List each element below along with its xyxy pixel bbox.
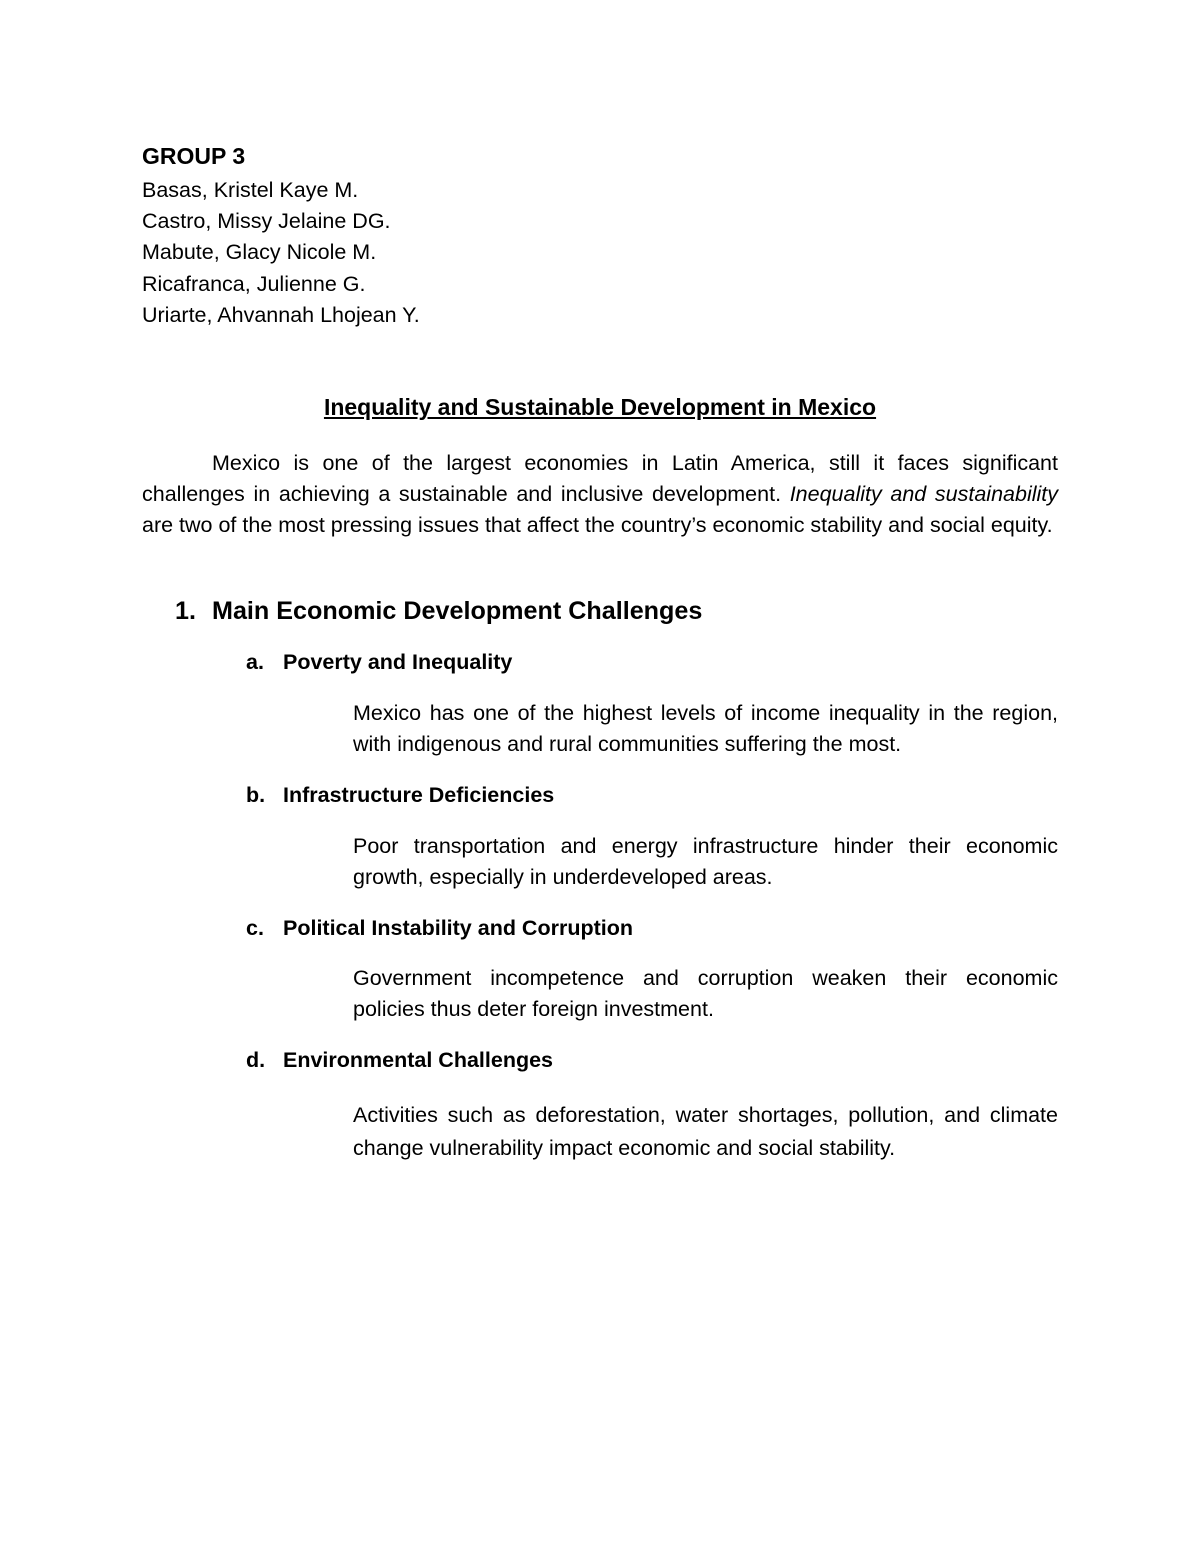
subsection-body-environmental: Activities such as deforestation, water shortages, pollution, and climate change vulnerability impact economic and social stability. bbox=[353, 1103, 1058, 1160]
subsection-title: Political Instability and Corruption bbox=[283, 916, 633, 940]
intro-paragraph bbox=[142, 448, 1058, 542]
member-name: Uriarte, Ahvannah Lhojean Y. bbox=[142, 302, 420, 327]
section-title: Main Economic Development Challenges bbox=[212, 597, 703, 625]
member-list bbox=[142, 175, 420, 331]
subsection-heading-infrastructure bbox=[246, 780, 554, 811]
subsection-heading-environmental bbox=[246, 1045, 553, 1076]
subsection-letter: b. bbox=[246, 783, 266, 807]
intro-text-part2: are two of the most pressing issues that affect the country’s economic stability and social equity. bbox=[142, 513, 1053, 538]
subsection-letter: a. bbox=[246, 650, 264, 674]
subsection-body-poverty: Mexico has one of the highest levels of income inequality in the region, with indigenous and rural communities suffering the most. bbox=[353, 701, 1058, 757]
subsection-heading-poverty bbox=[246, 647, 512, 678]
member-name: Castro, Missy Jelaine DG. bbox=[142, 209, 391, 234]
intro-emphasis: Inequality and sustainability bbox=[789, 482, 1058, 507]
subsection-letter: d. bbox=[246, 1048, 266, 1072]
subsection-body-infrastructure: Poor transportation and energy infrastructure hinder their economic growth, especially in underdeveloped areas. bbox=[353, 834, 1058, 890]
section-heading bbox=[175, 596, 702, 627]
subsection-heading-political bbox=[246, 913, 633, 944]
subsection-title: Environmental Challenges bbox=[283, 1048, 554, 1072]
group-heading: GROUP 3 bbox=[142, 143, 246, 169]
subsection-body-political: Government incompetence and corruption weaken their economic policies thus deter foreign investment. bbox=[353, 966, 1058, 1022]
subsection-title: Infrastructure Deficiencies bbox=[283, 783, 555, 807]
member-name: Mabute, Glacy Nicole M. bbox=[142, 240, 377, 265]
member-name: Basas, Kristel Kaye M. bbox=[142, 178, 359, 202]
subsection-letter: c. bbox=[246, 916, 264, 940]
intro-text-part1: Mexico is one of the largest economies in Latin America, still it faces significant challenges in achieving a sustainable and inclusive development. bbox=[142, 451, 1058, 507]
section-number: 1. bbox=[175, 597, 196, 625]
subsection-title: Poverty and Inequality bbox=[283, 650, 513, 674]
document-title: Inequality and Sustainable Development in Mexico bbox=[323, 394, 877, 420]
member-name: Ricafranca, Julienne G. bbox=[142, 271, 366, 296]
